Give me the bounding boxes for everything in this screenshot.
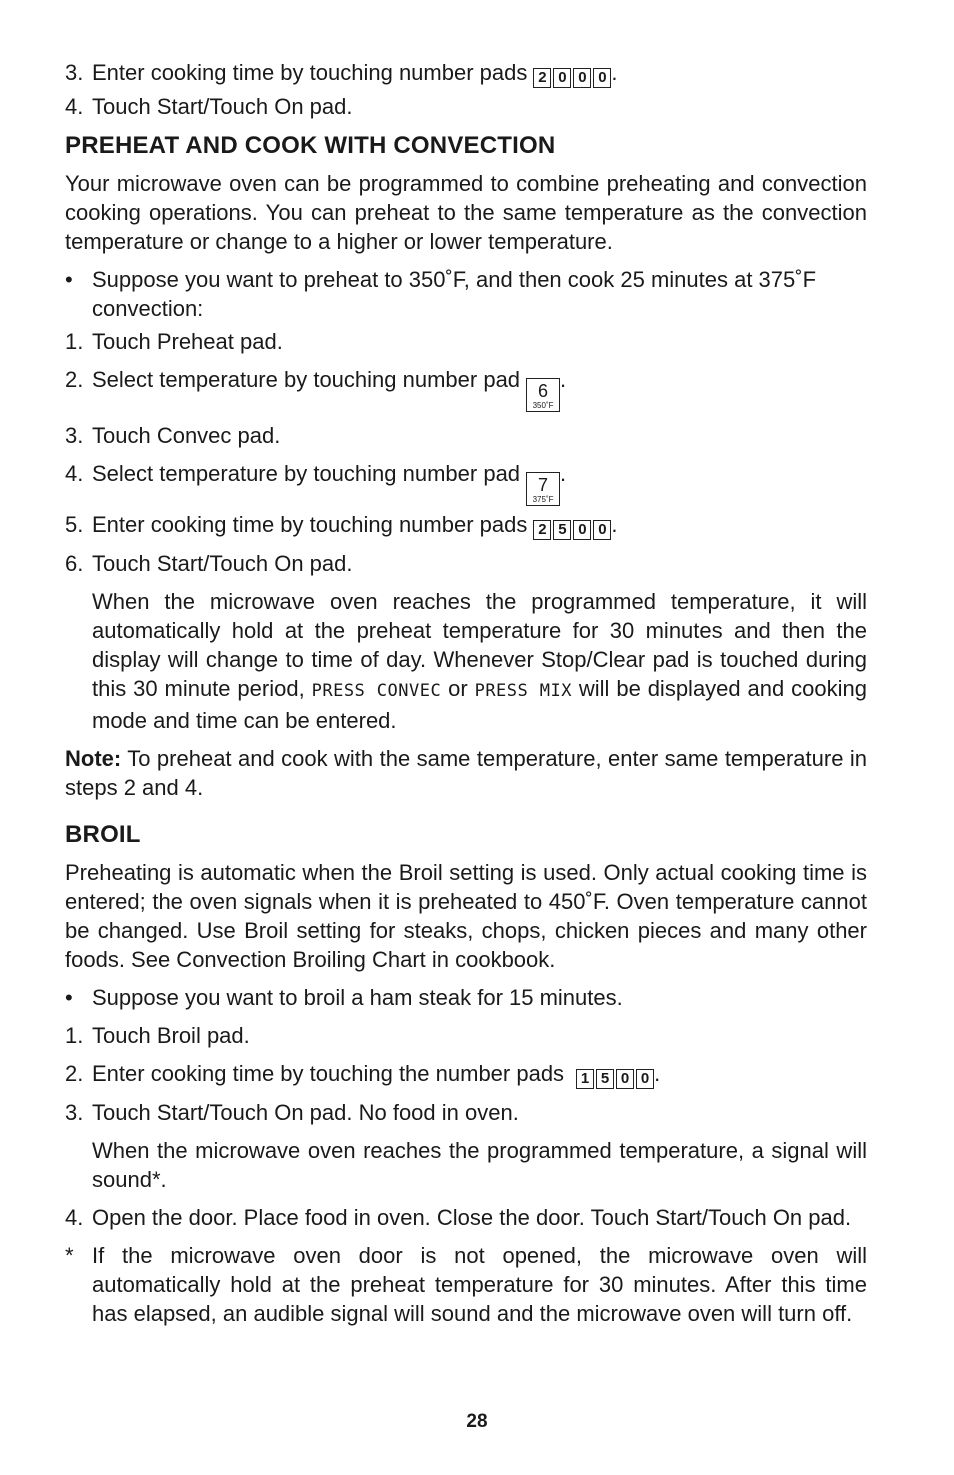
step-text: Touch Convec pad. — [92, 423, 281, 448]
pad-number: 6 — [538, 381, 549, 401]
temperature-pad — [526, 378, 560, 412]
footnote — [65, 1241, 867, 1328]
step-text: Select temperature by touching number pad — [92, 461, 521, 486]
paragraph: Preheating is automatic when the Broil setting is used. Only actual cooking time is entered; the oven signals when it is preheated to 450˚F. Oven temperature cannot be changed. Use Broil setting for steaks, chops, chicken pieces and many other foods. See Convection Broiling Chart in cookbook. — [65, 860, 867, 972]
bullet-mark: • — [65, 985, 73, 1010]
step-text: Touch Start/Touch On pad. No food in oven. — [92, 1100, 519, 1125]
number-pad: 0 — [593, 520, 611, 540]
list-item: 2. Select temperature by touching number pad 6 350˚F . — [65, 367, 567, 410]
note-label: Note: — [65, 746, 122, 771]
number-pad: 0 — [636, 1069, 654, 1089]
pad-number: 7 — [538, 475, 549, 495]
step-number: 3. — [65, 1100, 84, 1125]
manual-page — [65, 58, 867, 1337]
footnote-text: If the microwave oven door is not opened, the microwave oven will automatically hold at the preheat temperature for 30 minutes. After this time has elapsed, an audible signal will sound and the microwave oven will turn off. — [92, 1243, 867, 1326]
bullet-item — [65, 265, 867, 323]
bullet-text: Suppose you want to preheat to 350˚F, and then cook 25 minutes at 375˚F convection: — [92, 267, 817, 321]
number-pads — [533, 520, 611, 540]
temperature-pad — [526, 472, 560, 506]
list-item: 4. Select temperature by touching number pad 7 375˚F . — [65, 461, 567, 504]
step-number: 3. — [65, 60, 84, 85]
list-item: 5. Enter cooking time by touching number pads 2 5 0 0 . — [65, 512, 618, 538]
step-number: 6. — [65, 551, 84, 576]
explanation-paragraph: When the microwave oven reaches the programmed temperature, a signal will sound*. — [92, 1138, 867, 1192]
number-pad: 1 — [576, 1069, 594, 1089]
step-text: Touch Start/Touch On pad. — [92, 94, 353, 119]
page-number: 28 — [466, 1411, 488, 1432]
explanation-paragraph: When the microwave oven reaches the programmed temperature, it will automatically hold at the preheat temperature for 30 minutes and then the display will change to time of day. Whenever Stop/Clear pad is touched during this 30 minute period, PRESS CONVEC or PRESS MIX will be displayed and cooking mode and time can be entered. — [92, 589, 867, 733]
list-item: 3. Enter cooking time by touching number pads 2 0 0 0 . — [65, 60, 618, 86]
bullet-item — [65, 983, 867, 1012]
step-number: 3. — [65, 423, 84, 448]
number-pad: 5 — [553, 520, 571, 540]
step-text: Touch Broil pad. — [92, 1023, 250, 1048]
list-item — [65, 1203, 867, 1232]
number-pad: 2 — [533, 520, 551, 540]
step-text: Enter cooking time by touching the number pads — [92, 1061, 565, 1086]
step-text: Enter cooking time by touching number pads — [92, 60, 528, 85]
number-pad: 0 — [573, 68, 591, 88]
bullet-mark: • — [65, 267, 73, 292]
section-heading-preheat: PREHEAT AND COOK WITH CONVECTION — [65, 132, 556, 159]
step-number: 4. — [65, 94, 84, 119]
number-pad: 0 — [593, 68, 611, 88]
list-item — [65, 421, 867, 450]
number-pad: 5 — [596, 1069, 614, 1089]
number-pads — [576, 1069, 654, 1089]
list-item — [65, 1021, 867, 1050]
number-pad: 0 — [553, 68, 571, 88]
step-number: 4. — [65, 1205, 84, 1230]
pad-temperature: 375˚F — [532, 495, 554, 504]
number-pad: 0 — [616, 1069, 634, 1089]
step-text: Touch Preheat pad. — [92, 329, 283, 354]
list-item: 2. Enter cooking time by touching the number pads 1 5 0 0 . — [65, 1061, 661, 1087]
note-paragraph — [65, 744, 867, 802]
note-text: To preheat and cook with the same temperature, enter same temperature in steps 2 and 4. — [65, 746, 867, 800]
number-pads — [533, 68, 611, 88]
step-text: Select temperature by touching number pad — [92, 367, 521, 392]
list-item — [65, 549, 867, 578]
step-number: 4. — [65, 461, 84, 486]
step-text: Enter cooking time by touching number pads — [92, 512, 528, 537]
list-item — [65, 327, 867, 356]
number-pad: 2 — [533, 68, 551, 88]
step-text: Open the door. Place food in oven. Close the door. Touch Start/Touch On pad. — [92, 1205, 852, 1230]
footnote-mark: * — [65, 1243, 74, 1268]
step-number: 2. — [65, 1061, 84, 1086]
list-item — [65, 1098, 867, 1127]
number-pad: 0 — [573, 520, 591, 540]
step-number: 1. — [65, 329, 84, 354]
bullet-text: Suppose you want to broil a ham steak for 15 minutes. — [92, 985, 623, 1010]
display-text-press-convec: PRESS CONVEC — [311, 681, 442, 701]
step-number: 1. — [65, 1023, 84, 1048]
paragraph: Your microwave oven can be programmed to combine preheating and convection cooking operations. You can preheat to the same temperature as the convection temperature or change to a higher or lower temperature. — [65, 171, 867, 254]
pad-temperature: 350˚F — [532, 401, 554, 410]
display-text-press-mix: PRESS MIX — [474, 681, 572, 701]
step-text: Touch Start/Touch On pad. — [92, 551, 353, 576]
list-item — [65, 92, 867, 121]
step-number: 5. — [65, 512, 84, 537]
step-number: 2. — [65, 367, 84, 392]
section-heading-broil: BROIL — [65, 821, 141, 848]
